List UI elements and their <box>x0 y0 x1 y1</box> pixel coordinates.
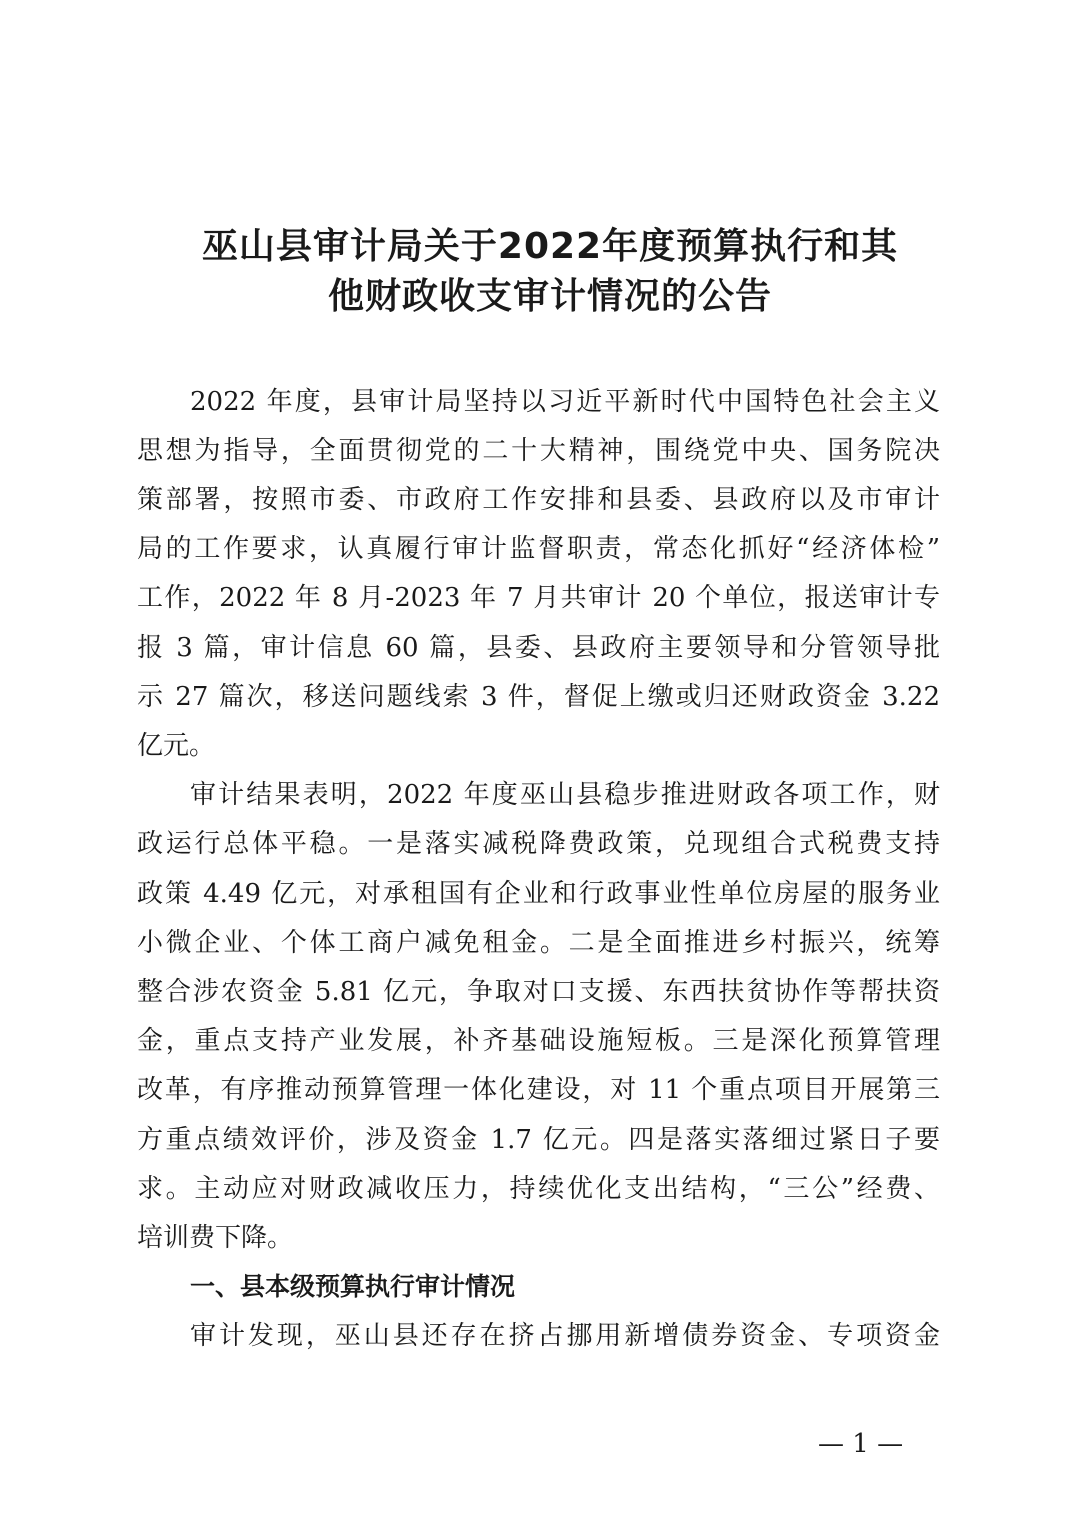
page-number: — 1 — <box>818 1429 904 1459</box>
paragraph-1-line-8: 亿元。 <box>137 731 216 761</box>
paragraph-2-line-10: 培训费下降。 <box>137 1223 294 1253</box>
paragraph-2-line-3: 政策 4.49 亿元，对承租国有企业和行政事业性单位房屋的服务业 <box>137 879 940 909</box>
paragraph-1-line-3: 策部署，按照市委、市政府工作安排和县委、县政府以及市审计 <box>137 485 940 515</box>
paragraph-1-line-2: 思想为指导，全面贯彻党的二十大精神，围绕党中央、国务院决 <box>137 436 940 466</box>
paragraph-2-line-6: 金，重点支持产业发展，补齐基础设施短板。三是深化预算管理 <box>137 1026 940 1056</box>
section-heading: 一、县本级预算执行审计情况 <box>190 1272 516 1301</box>
paragraph-2-line-5: 整合涉农资金 5.81 亿元，争取对口支援、东西扶贫协作等帮扶资 <box>137 977 940 1007</box>
title-line-1: 巫山县审计局关于2022年度预算执行和其 <box>201 226 899 267</box>
document-title <box>150 222 950 322</box>
title-line-2: 他财政收支审计情况的公告 <box>327 276 772 317</box>
paragraph-2-line-1: 审计结果表明，2022 年度巫山县稳步推进财政各项工作，财 <box>190 780 940 810</box>
paragraph-1-line-7: 示 27 篇次，移送问题线索 3 件，督促上缴或归还财政资金 3.22 <box>137 682 940 712</box>
paragraph-2-line-9: 求。主动应对财政减收压力，持续优化支出结构，“三公”经费、 <box>137 1174 940 1204</box>
paragraph-1-line-6: 报 3 篇，审计信息 60 篇，县委、县政府主要领导和分管领导批 <box>137 633 940 663</box>
paragraph-3-line-1: 审计发现，巫山县还存在挤占挪用新增债券资金、专项资金 <box>190 1321 940 1351</box>
paragraph-2-line-7: 改革，有序推动预算管理一体化建设，对 11 个重点项目开展第三 <box>137 1075 940 1105</box>
paragraph-2-line-4: 小微企业、个体工商户减免租金。二是全面推进乡村振兴，统筹 <box>137 928 940 958</box>
paragraph-2-line-2: 政运行总体平稳。一是落实减税降费政策，兑现组合式税费支持 <box>137 829 940 859</box>
paragraph-1-line-1: 2022 年度，县审计局坚持以习近平新时代中国特色社会主义 <box>190 387 940 417</box>
paragraph-2-line-8: 方重点绩效评价，涉及资金 1.7 亿元。四是落实落细过紧日子要 <box>137 1125 940 1155</box>
paragraph-1-line-4: 局的工作要求，认真履行审计监督职责，常态化抓好“经济体检” <box>137 534 940 564</box>
paragraph-1-line-5: 工作，2022 年 8 月-2023 年 7 月共审计 20 个单位，报送审计专 <box>137 583 940 613</box>
